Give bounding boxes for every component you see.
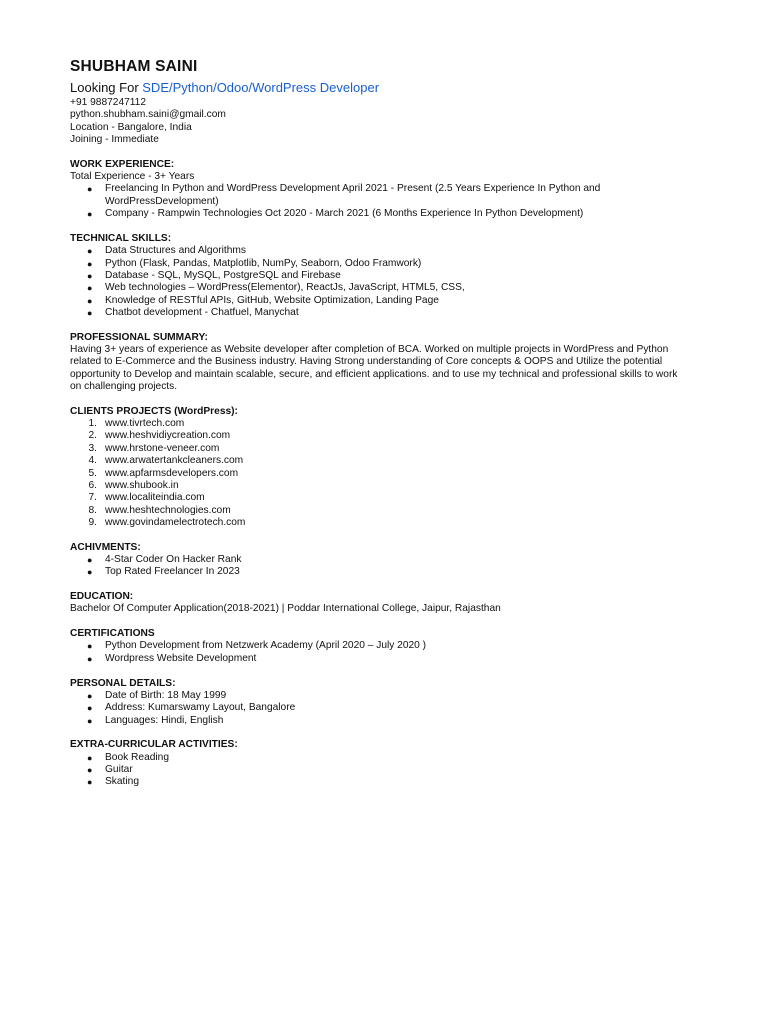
joining-availability: Joining - Immediate xyxy=(70,134,159,146)
list-item xyxy=(70,702,690,714)
list-item-text: Web technologies – WordPress(Elementor), ReactJs, JavaScript, HTML5, CSS, xyxy=(105,282,465,294)
professional-summary-section xyxy=(70,332,690,394)
bullet-icon: ● xyxy=(87,653,93,664)
bullet-icon: ● xyxy=(87,641,93,652)
bullet-icon: ● xyxy=(87,283,93,294)
list-number: 4. xyxy=(88,455,97,467)
list-item xyxy=(70,208,690,220)
bullet-icon: ● xyxy=(87,752,93,763)
list-item xyxy=(70,418,690,430)
list-item-text: Languages: Hindi, English xyxy=(105,714,224,726)
list-item-text: Wordpress Website Development xyxy=(105,652,257,664)
bullet-icon: ● xyxy=(87,715,93,726)
list-item xyxy=(70,554,690,566)
extra-curricular-section xyxy=(70,739,690,788)
list-number: 5. xyxy=(88,467,97,479)
list-item-text: Data Structures and Algorithms xyxy=(105,245,246,257)
list-item-text: Python Development from Netzwerk Academy (April 2020 – July 2020 ) xyxy=(105,640,427,652)
bullet-icon: ● xyxy=(87,209,93,220)
project-link[interactable]: www.govindamelectrotech.com xyxy=(105,516,246,528)
work-experience-heading: WORK EXPERIENCE: xyxy=(70,158,175,170)
bullet-icon: ● xyxy=(87,567,93,578)
education-section xyxy=(70,591,690,616)
looking-for-line xyxy=(70,79,690,96)
bullet-icon: ● xyxy=(87,764,93,775)
list-item-text: Top Rated Freelancer In 2023 xyxy=(105,566,240,578)
technical-skills-heading: TECHNICAL SKILLS: xyxy=(70,232,172,244)
list-item xyxy=(70,492,690,504)
bullet-icon: ● xyxy=(87,184,93,195)
client-projects-list xyxy=(70,418,690,529)
list-number: 8. xyxy=(88,504,97,516)
client-projects-heading: CLIENTS PROJECTS (WordPress): xyxy=(70,405,238,417)
list-item xyxy=(70,764,690,776)
bullet-icon: ● xyxy=(87,777,93,788)
education-heading: EDUCATION: xyxy=(70,591,134,603)
list-item-text: Date of Birth: 18 May 1999 xyxy=(105,689,227,701)
candidate-name: SHUBHAM SAINI xyxy=(70,58,198,75)
project-link[interactable]: www.apfarmsdevelopers.com xyxy=(105,467,239,479)
list-item xyxy=(70,430,690,442)
list-item-text: Guitar xyxy=(105,763,133,775)
certifications-list xyxy=(70,640,690,665)
list-item xyxy=(70,517,690,529)
location: Location - Bangalore, India xyxy=(70,121,192,133)
list-item xyxy=(70,245,690,257)
project-link[interactable]: www.heshvidiycreation.com xyxy=(105,430,231,442)
list-item-text: 4-Star Coder On Hacker Rank xyxy=(105,553,242,565)
project-link[interactable]: www.tivrtech.com xyxy=(105,418,185,430)
work-experience-list xyxy=(70,183,690,220)
list-item-text: Skating xyxy=(105,776,139,788)
bullet-icon: ● xyxy=(87,246,93,257)
list-number: 3. xyxy=(88,442,97,454)
target-role: SDE/Python/Odoo/WordPress Developer xyxy=(142,80,380,95)
list-item xyxy=(70,282,690,294)
list-number: 1. xyxy=(88,418,97,430)
looking-for-prefix: Looking For xyxy=(70,80,143,95)
list-item xyxy=(70,443,690,455)
list-item xyxy=(70,455,690,467)
technical-skills-list xyxy=(70,245,690,319)
project-link[interactable]: www.heshtechnologies.com xyxy=(105,504,231,516)
personal-details-list xyxy=(70,690,690,727)
certifications-heading: CERTIFICATIONS xyxy=(70,628,155,640)
total-experience: Total Experience - 3+ Years xyxy=(70,171,195,183)
work-experience-section xyxy=(70,159,690,221)
project-link[interactable]: www.shubook.in xyxy=(105,479,179,491)
project-link[interactable]: www.arwatertankcleaners.com xyxy=(105,455,244,467)
project-link[interactable]: www.hrstone-veneer.com xyxy=(105,442,220,454)
list-item-text: Address: Kumarswamy Layout, Bangalore xyxy=(105,702,296,714)
list-number: 7. xyxy=(88,492,97,504)
list-item xyxy=(70,715,690,727)
list-item xyxy=(70,183,690,208)
email-address: python.shubham.saini@gmail.com xyxy=(70,109,226,121)
personal-details-heading: PERSONAL DETAILS: xyxy=(70,677,176,689)
list-item-text: Knowledge of RESTful APIs, GitHub, Website Optimization, Landing Page xyxy=(105,294,439,306)
bullet-icon: ● xyxy=(87,690,93,701)
list-item xyxy=(70,752,690,764)
education-text: Bachelor Of Computer Application(2018-2021) | Poddar International College, Jaipur, Rajasthan xyxy=(70,603,501,615)
professional-summary-heading: PROFESSIONAL SUMMARY: xyxy=(70,331,208,343)
achievements-section xyxy=(70,542,690,579)
achievements-list xyxy=(70,554,690,579)
list-item xyxy=(70,566,690,578)
list-item xyxy=(70,690,690,702)
list-item xyxy=(70,776,690,788)
achievements-heading: ACHIVMENTS: xyxy=(70,541,141,553)
list-number: 9. xyxy=(88,516,97,528)
list-item xyxy=(70,258,690,270)
list-item-text: Python (Flask, Pandas, Matplotlib, NumPy, Seaborn, Odoo Framwork) xyxy=(105,257,422,269)
certifications-section xyxy=(70,628,690,665)
list-item-text: Chatbot development - Chatfuel, Manychat xyxy=(105,306,299,318)
client-projects-section xyxy=(70,406,690,529)
list-item-text: Database - SQL, MySQL, PostgreSQL and Firebase xyxy=(105,269,341,281)
personal-details-section xyxy=(70,678,690,727)
list-number: 6. xyxy=(88,479,97,491)
list-item xyxy=(70,270,690,282)
bullet-icon: ● xyxy=(87,295,93,306)
list-item xyxy=(70,468,690,480)
bullet-icon: ● xyxy=(87,258,93,269)
bullet-icon: ● xyxy=(87,307,93,318)
extra-curricular-heading: EXTRA-CURRICULAR ACTIVITIES: xyxy=(70,739,238,751)
list-number: 2. xyxy=(88,430,97,442)
list-item-text: Company - Rampwin Technologies Oct 2020 - March 2021 (6 Months Experience In Python Development) xyxy=(105,208,584,220)
list-item xyxy=(70,480,690,492)
list-item xyxy=(70,295,690,307)
bullet-icon: ● xyxy=(87,703,93,714)
phone-number: +91 9887247112 xyxy=(70,97,147,108)
list-item xyxy=(70,505,690,517)
professional-summary-text: Having 3+ years of experience as Website developer after completion of BCA. Worked on multiple projects in WordPress and Python related to E-Commerce and the Business industry. Having Strong understanding of Core concepts & OOPS and Utilize the potential opportunity to Develop and maintain scalable, secure, and efficient applications. and to use my technical and professional skills to work on challenging projects. xyxy=(70,344,678,393)
list-item-text: Book Reading xyxy=(105,751,170,763)
bullet-icon: ● xyxy=(87,270,93,281)
technical-skills-section xyxy=(70,233,690,319)
resume-document xyxy=(70,57,690,789)
list-item xyxy=(70,307,690,319)
list-item xyxy=(70,640,690,652)
list-item xyxy=(70,653,690,665)
bullet-icon: ● xyxy=(87,554,93,565)
project-link[interactable]: www.localiteindia.com xyxy=(105,492,205,504)
list-item-text: Freelancing In Python and WordPress Development April 2021 - Present (2.5 Years Experience In Python and WordPressDevelopment) xyxy=(105,183,601,207)
extra-curricular-list xyxy=(70,752,690,789)
